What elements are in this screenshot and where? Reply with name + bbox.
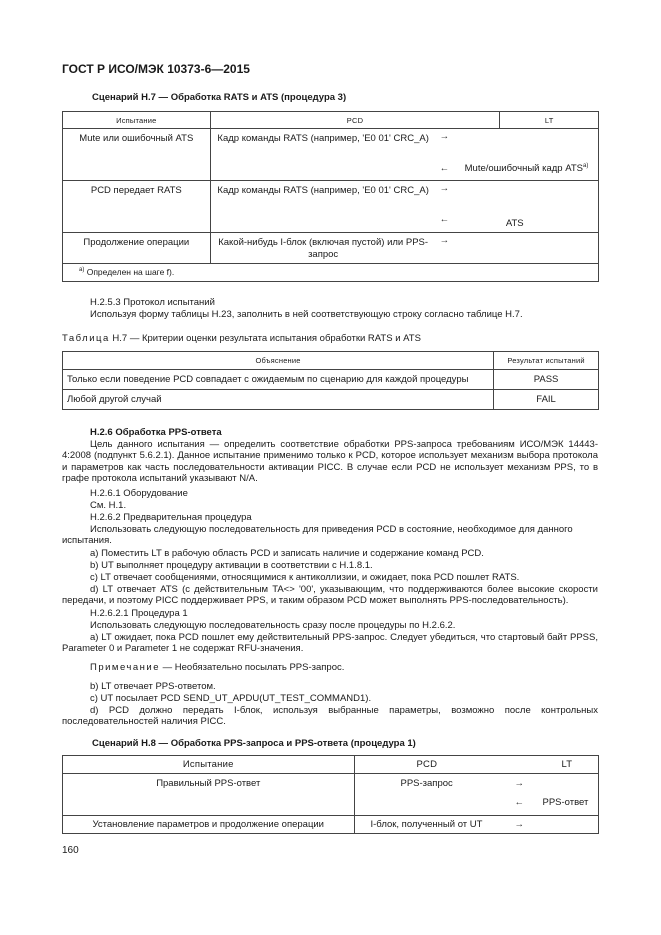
- section-h253-title: H.2.5.3 Протокол испытаний: [90, 297, 215, 308]
- test-cell: Установление параметров и продолжение операции: [63, 816, 355, 834]
- pcd-text: I-блок, полученный от UT: [370, 819, 483, 830]
- step-d: d) LT отвечает ATS (с действительным TA<> '00', указывающим, что поддерживаются более высокие скорости передачи, и поэтому PICC поддерживает PPS, и таким образом PCD может выполнять PPS-последовательность).: [62, 584, 598, 607]
- step-b: b) UT выполняет процедуру активации в соответствии с H.1.8.1.: [90, 560, 373, 571]
- scenario-h8-table: [62, 755, 599, 834]
- document-header: ГОСТ Р ИСО/МЭК 10373-6—2015: [62, 62, 250, 76]
- arrow-right-icon: →: [439, 183, 450, 194]
- pcd-text: Кадр команды RATS (например, 'E0 01' CRC_A): [217, 133, 429, 144]
- col-pcd-lt-header: [354, 756, 599, 774]
- arrow-right-icon: →: [439, 131, 450, 142]
- table-h7-caption: Таблица H.7 — Критерии оценки результата испытания обработки RATS и ATS: [62, 333, 421, 344]
- arrow-right-icon: →: [514, 778, 524, 789]
- table-row: [63, 816, 599, 834]
- scenario-h7-table: [62, 111, 599, 282]
- pcd-text: Кадр команды RATS (например, 'E0 01' CRC_A): [217, 185, 429, 196]
- explanation-cell: Только если поведение PCD совпадает с ожидаемым по сценарию для каждой процедуры: [63, 370, 494, 390]
- section-h261-text: См. H.1.: [90, 500, 127, 511]
- step-a: a) Поместить LT в рабочую область PCD и записать наличие и содержание команд PCD.: [90, 548, 484, 559]
- section-h262-title: H.2.6.2 Предварительная процедура: [90, 512, 252, 523]
- result-cell: PASS: [494, 370, 599, 390]
- arrow-right-icon: →: [514, 819, 524, 830]
- test-cell: Правильный PPS-ответ: [63, 774, 355, 816]
- test-cell: Продолжение операции: [63, 233, 211, 264]
- section-h253-text: Используя форму таблицы H.23, заполнить в ней соответствующую строку согласно таблице H.7.: [90, 309, 523, 320]
- procedure-step-d: d) PCD должно передать I-блок, используя выбранные параметры, возможно после контрольных последовательностей наличия PICC.: [62, 705, 598, 728]
- table-h7: [62, 351, 599, 410]
- table-footnote: $^{a)}$ Определен на шаге f).: [63, 264, 599, 282]
- table-row: [63, 129, 599, 181]
- section-h26-title: H.2.6 Обработка PPS-ответа: [90, 427, 222, 438]
- section-h2621-title: H.2.6.2.1 Процедура 1: [90, 608, 188, 619]
- test-cell: Mute или ошибочный ATS: [63, 129, 211, 181]
- pcd-cell: [210, 129, 589, 181]
- section-h261-title: H.2.6.1 Оборудование: [90, 488, 188, 499]
- pcd-text: PPS-запрос: [400, 778, 453, 789]
- section-h2621-text: Использовать следующую последовательность сразу после процедуры по H.2.6.2.: [90, 620, 456, 631]
- pcd-text: Какой-нибудь I-блок (включая пустой) или PPS-запрос: [218, 237, 429, 260]
- procedure-step-c: c) UT посылает PCD SEND_UT_APDU(UT_TEST_COMMAND1).: [90, 693, 372, 704]
- explanation-cell: Любой другой случай: [63, 390, 494, 410]
- arrow-left-icon: ←: [439, 163, 450, 174]
- note: Примечание — Необязательно посылать PPS-запрос.: [90, 662, 345, 673]
- table-row: [63, 774, 599, 816]
- step-c: c) LT отвечает сообщениями, относящимися к антиколлизии, и ожидает, пока PCD пошлет RATS.: [90, 572, 520, 583]
- procedure-step-b: b) LT отвечает PPS-ответом.: [90, 681, 216, 692]
- arrow-right-icon: →: [439, 235, 450, 246]
- table-row: [63, 181, 599, 233]
- col-lt-header: LT: [500, 112, 599, 129]
- scenario-h8-caption: Сценарий H.8 — Обработка PPS-запроса и PPS-ответа (процедура 1): [92, 738, 416, 749]
- col-pcd-header: PCD: [416, 759, 438, 770]
- lt-response: ATS: [505, 218, 524, 229]
- pcd-lt-cell: [354, 774, 599, 816]
- col-result-header: Результат испытаний: [494, 352, 599, 370]
- table-row: [63, 390, 599, 410]
- lt-response: PPS-ответ: [542, 797, 589, 808]
- arrow-left-icon: ←: [439, 214, 450, 225]
- pcd-cell: [210, 233, 500, 264]
- pcd-cell: [210, 181, 500, 233]
- col-pcd-header: PCD: [210, 112, 500, 129]
- col-test-header: Испытание: [63, 756, 355, 774]
- page-number: 160: [62, 845, 79, 856]
- section-h26-p1: Цель данного испытания — определить соответствие обработки PPS-запроса требованиям ИСО/МЭК 14443-4:2008 (подпункт 5.6.2.1). Данное испытание применимо только к PCD, которое использует механизм выбора протокола и параметров как часть последовательности активации PICC. В случае если PCD не использует механизм PPS, то в графе протокола испытаний указывают N/A.: [62, 439, 598, 484]
- col-test-header: Испытание: [63, 112, 211, 129]
- table-row: [63, 370, 599, 390]
- procedure-step-a: a) LT ожидает, пока PCD пошлет ему действительный PPS-запрос. Следует убедиться, что стартовый байт PPSS, Parameter 0 и Parameter 1 не содержат RFU-значения.: [62, 632, 598, 655]
- pcd-lt-cell: [354, 816, 599, 834]
- lt-response: Mute/ошибочный кадр ATS$^{a)}$: [464, 163, 589, 175]
- col-explanation-header: Объяснение: [63, 352, 494, 370]
- result-cell: FAIL: [494, 390, 599, 410]
- table-row: [63, 233, 599, 264]
- test-cell: PCD передает RATS: [63, 181, 211, 233]
- col-lt-header: LT: [561, 759, 573, 770]
- scenario-h7-caption: Сценарий H.7 — Обработка RATS и ATS (процедура 3): [92, 92, 347, 103]
- arrow-left-icon: ←: [514, 797, 524, 808]
- section-h262-text: Использовать следующую последовательность для приведения PCD в состояние, необходимое для данного испытания.: [62, 524, 573, 547]
